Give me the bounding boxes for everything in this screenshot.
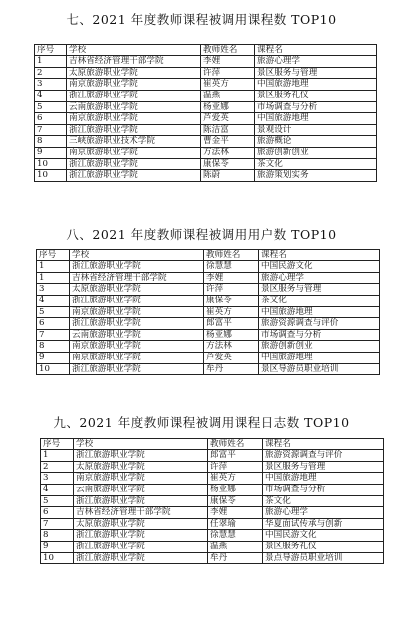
table-header-row [37, 250, 380, 261]
table-cell: 牟丹 [204, 363, 259, 374]
table-cell: 吉林省经济管理干部学院 [67, 56, 201, 67]
table-cell: 浙江旅游职业学院 [67, 158, 201, 169]
table-cell: 茶文化 [263, 495, 384, 506]
table-cell: 9 [35, 147, 67, 158]
table-cell: 3 [41, 473, 74, 484]
table-cell: 旅游创新创业 [259, 341, 380, 352]
table-row [35, 113, 377, 124]
table-row [35, 170, 377, 181]
table-cell: 南京旅游职业学院 [70, 341, 204, 352]
table-row [41, 552, 384, 563]
column-header: 学校 [74, 439, 208, 450]
table-cell: 徐慧慧 [204, 261, 259, 272]
table-row [41, 541, 384, 552]
table-cell: 崔英方 [201, 79, 255, 90]
table-row [37, 341, 380, 352]
column-header: 学校 [67, 45, 201, 56]
table-cell: 旅游概论 [255, 136, 377, 147]
table-cell: 2 [35, 67, 67, 78]
table-row [41, 473, 384, 484]
table-cell: 任翠瑜 [208, 518, 263, 529]
table-row [37, 329, 380, 340]
table-cell: 温燕 [201, 90, 255, 101]
table-header-row [35, 45, 377, 56]
table-cell: 中国旅游地理 [263, 473, 384, 484]
table-cell: 9 [41, 541, 74, 552]
table-row [41, 484, 384, 495]
table-cell: 郎富平 [204, 318, 259, 329]
table-cell: 徐慧慧 [208, 530, 263, 541]
table-row [35, 79, 377, 90]
table-cell: 景点导游员职业培训 [263, 552, 384, 563]
column-header: 教师姓名 [204, 250, 259, 261]
table-cell: 中国旅游地理 [259, 352, 380, 363]
table-cell: 崔英方 [208, 473, 263, 484]
table-cell: 7 [35, 124, 67, 135]
table-cell: 景区服务礼仪 [255, 90, 377, 101]
table-row [35, 136, 377, 147]
table-cell: 旅游资源调查与评价 [263, 450, 384, 461]
table-row [37, 272, 380, 283]
table-row [37, 363, 380, 374]
table-cell: 3 [37, 284, 70, 295]
table-cell: 旅游心理学 [263, 507, 384, 518]
table-cell: 景区导游员职业培训 [259, 363, 380, 374]
table-cell: 中国旅游地理 [255, 113, 377, 124]
top10-courses-table [34, 44, 377, 182]
column-header: 课程名 [263, 439, 384, 450]
column-header: 教师姓名 [208, 439, 263, 450]
table-cell: 陈洁富 [201, 124, 255, 135]
table-cell: 景区服务礼仪 [263, 541, 384, 552]
table-cell: 市场调查与分析 [259, 329, 380, 340]
table-cell: 浙江旅游职业学院 [74, 530, 208, 541]
table-cell: 10 [37, 363, 70, 374]
table-cell: 吉林省经济管理干部学院 [70, 272, 204, 283]
table-cell: 许萍 [208, 461, 263, 472]
table-cell: 浙江旅游职业学院 [70, 261, 204, 272]
table-cell: 南京旅游职业学院 [70, 352, 204, 363]
table-cell: 浙江旅游职业学院 [74, 450, 208, 461]
table-cell: 温燕 [208, 541, 263, 552]
table-cell: 许萍 [201, 67, 255, 78]
table-cell: 浙江旅游职业学院 [67, 90, 201, 101]
table-row [37, 295, 380, 306]
table-cell: 景区服务与管理 [263, 461, 384, 472]
table-cell: 旅游创新创业 [255, 147, 377, 158]
table-cell: 浙江旅游职业学院 [70, 363, 204, 374]
table-cell: 5 [35, 101, 67, 112]
table-cell: 三峡旅游职业技术学院 [67, 136, 201, 147]
table-cell: 芦爱英 [201, 113, 255, 124]
table-row [41, 518, 384, 529]
table-cell: 1 [35, 56, 67, 67]
table-row [41, 530, 384, 541]
table-cell: 10 [35, 170, 67, 181]
table-cell: 太原旅游职业学院 [70, 284, 204, 295]
table-cell: 牟丹 [208, 552, 263, 563]
table-cell: 太原旅游职业学院 [74, 518, 208, 529]
table-cell: 9 [37, 352, 70, 363]
table-cell: 8 [37, 341, 70, 352]
table-row [37, 261, 380, 272]
table-header-row [41, 439, 384, 450]
table-row [35, 124, 377, 135]
table-row [41, 450, 384, 461]
section-title-8: 八、2021 年度教师课程被调用用户数 TOP10 [66, 227, 337, 242]
table-cell: 景区服务与管理 [255, 67, 377, 78]
table-cell: 浙江旅游职业学院 [70, 318, 204, 329]
table-cell: 中国民游文化 [259, 261, 380, 272]
table-cell: 10 [35, 158, 67, 169]
table-cell: 南京旅游职业学院 [67, 113, 201, 124]
table-cell: 景区服务与管理 [259, 284, 380, 295]
table-cell: 浙江旅游职业学院 [74, 495, 208, 506]
table-cell: 芦爱英 [204, 352, 259, 363]
table-row [35, 147, 377, 158]
table-row [41, 507, 384, 518]
table-cell: 10 [41, 552, 74, 563]
table-cell: 南京旅游职业学院 [67, 79, 201, 90]
table-row [37, 352, 380, 363]
column-header: 课程名 [255, 45, 377, 56]
table-cell: 1 [41, 450, 74, 461]
table-cell: 太原旅游职业学院 [67, 67, 201, 78]
table-cell: 浙江旅游职业学院 [74, 541, 208, 552]
table-cell: 1 [37, 261, 70, 272]
table-cell: 浙江旅游职业学院 [67, 124, 201, 135]
table-cell: 康保苓 [204, 295, 259, 306]
column-header: 课程名 [259, 250, 380, 261]
table-cell: 景观设计 [255, 124, 377, 135]
table-cell: 南京旅游职业学院 [67, 147, 201, 158]
column-header: 序号 [37, 250, 70, 261]
table-cell: 崔英方 [204, 306, 259, 317]
table-cell: 华夏面试传承与创新 [263, 518, 384, 529]
table-cell: 5 [41, 495, 74, 506]
table-cell: 8 [35, 136, 67, 147]
table-cell: 南京旅游职业学院 [74, 473, 208, 484]
table-row [37, 284, 380, 295]
table-row [37, 318, 380, 329]
table-cell: 中国民游文化 [263, 530, 384, 541]
table-cell: 许萍 [204, 284, 259, 295]
table-cell: 旅游策划实务 [255, 170, 377, 181]
table-cell: 旅游资源调查与评价 [259, 318, 380, 329]
top10-users-table [36, 249, 380, 375]
table-cell: 李娌 [208, 507, 263, 518]
table-cell: 市场调查与分析 [263, 484, 384, 495]
table-cell: 7 [41, 518, 74, 529]
table-cell: 6 [41, 507, 74, 518]
table-cell: 5 [37, 306, 70, 317]
table-cell: 杨亚娜 [204, 329, 259, 340]
table-cell: 杨亚娜 [208, 484, 263, 495]
table-cell: 中国旅游地理 [259, 306, 380, 317]
table-cell: 陈蔚 [201, 170, 255, 181]
table-cell: 杨亚娜 [201, 101, 255, 112]
table-cell: 云南旅游职业学院 [70, 329, 204, 340]
table-cell: 吉林省经济管理干部学院 [74, 507, 208, 518]
table-cell: 浙江旅游职业学院 [70, 295, 204, 306]
table-row [41, 495, 384, 506]
table-cell: 云南旅游职业学院 [74, 484, 208, 495]
table-cell: 8 [41, 530, 74, 541]
column-header: 序号 [35, 45, 67, 56]
table-cell: 4 [41, 484, 74, 495]
section-title-9: 九、2021 年度教师课程被调用课程日志数 TOP10 [53, 415, 350, 430]
table-cell: 云南旅游职业学院 [67, 101, 201, 112]
column-header: 序号 [41, 439, 74, 450]
table-row [37, 306, 380, 317]
table-cell: 康保苓 [201, 158, 255, 169]
table-row [35, 67, 377, 78]
table-cell: 1 [37, 272, 70, 283]
section-title-7: 七、2021 年度教师课程被调用课程数 TOP10 [66, 12, 337, 27]
table-cell: 4 [37, 295, 70, 306]
table-cell: 3 [35, 79, 67, 90]
table-cell: 郎富平 [208, 450, 263, 461]
table-row [35, 158, 377, 169]
table-cell: 浙江旅游职业学院 [74, 552, 208, 563]
table-cell: 茶文化 [255, 158, 377, 169]
column-header: 学校 [70, 250, 204, 261]
table-row [35, 56, 377, 67]
table-cell: 旅游心理学 [255, 56, 377, 67]
table-cell: 方法林 [201, 147, 255, 158]
table-cell: 李娌 [201, 56, 255, 67]
top10-logs-table [40, 438, 384, 564]
table-row [35, 90, 377, 101]
table-cell: 旅游心理学 [259, 272, 380, 283]
table-cell: 2 [41, 461, 74, 472]
table-cell: 曹金平 [201, 136, 255, 147]
table-cell: 浙江旅游职业学院 [67, 170, 201, 181]
table-row [41, 461, 384, 472]
table-row [35, 101, 377, 112]
table-cell: 太原旅游职业学院 [74, 461, 208, 472]
table-cell: 李娌 [204, 272, 259, 283]
table-cell: 6 [37, 318, 70, 329]
table-cell: 康保苓 [208, 495, 263, 506]
table-cell: 7 [37, 329, 70, 340]
table-cell: 方法林 [204, 341, 259, 352]
table-cell: 市场调查与分析 [255, 101, 377, 112]
table-cell: 4 [35, 90, 67, 101]
table-cell: 中国旅游地理 [255, 79, 377, 90]
table-cell: 茶文化 [259, 295, 380, 306]
table-cell: 南京旅游职业学院 [70, 306, 204, 317]
table-cell: 6 [35, 113, 67, 124]
column-header: 教师姓名 [201, 45, 255, 56]
